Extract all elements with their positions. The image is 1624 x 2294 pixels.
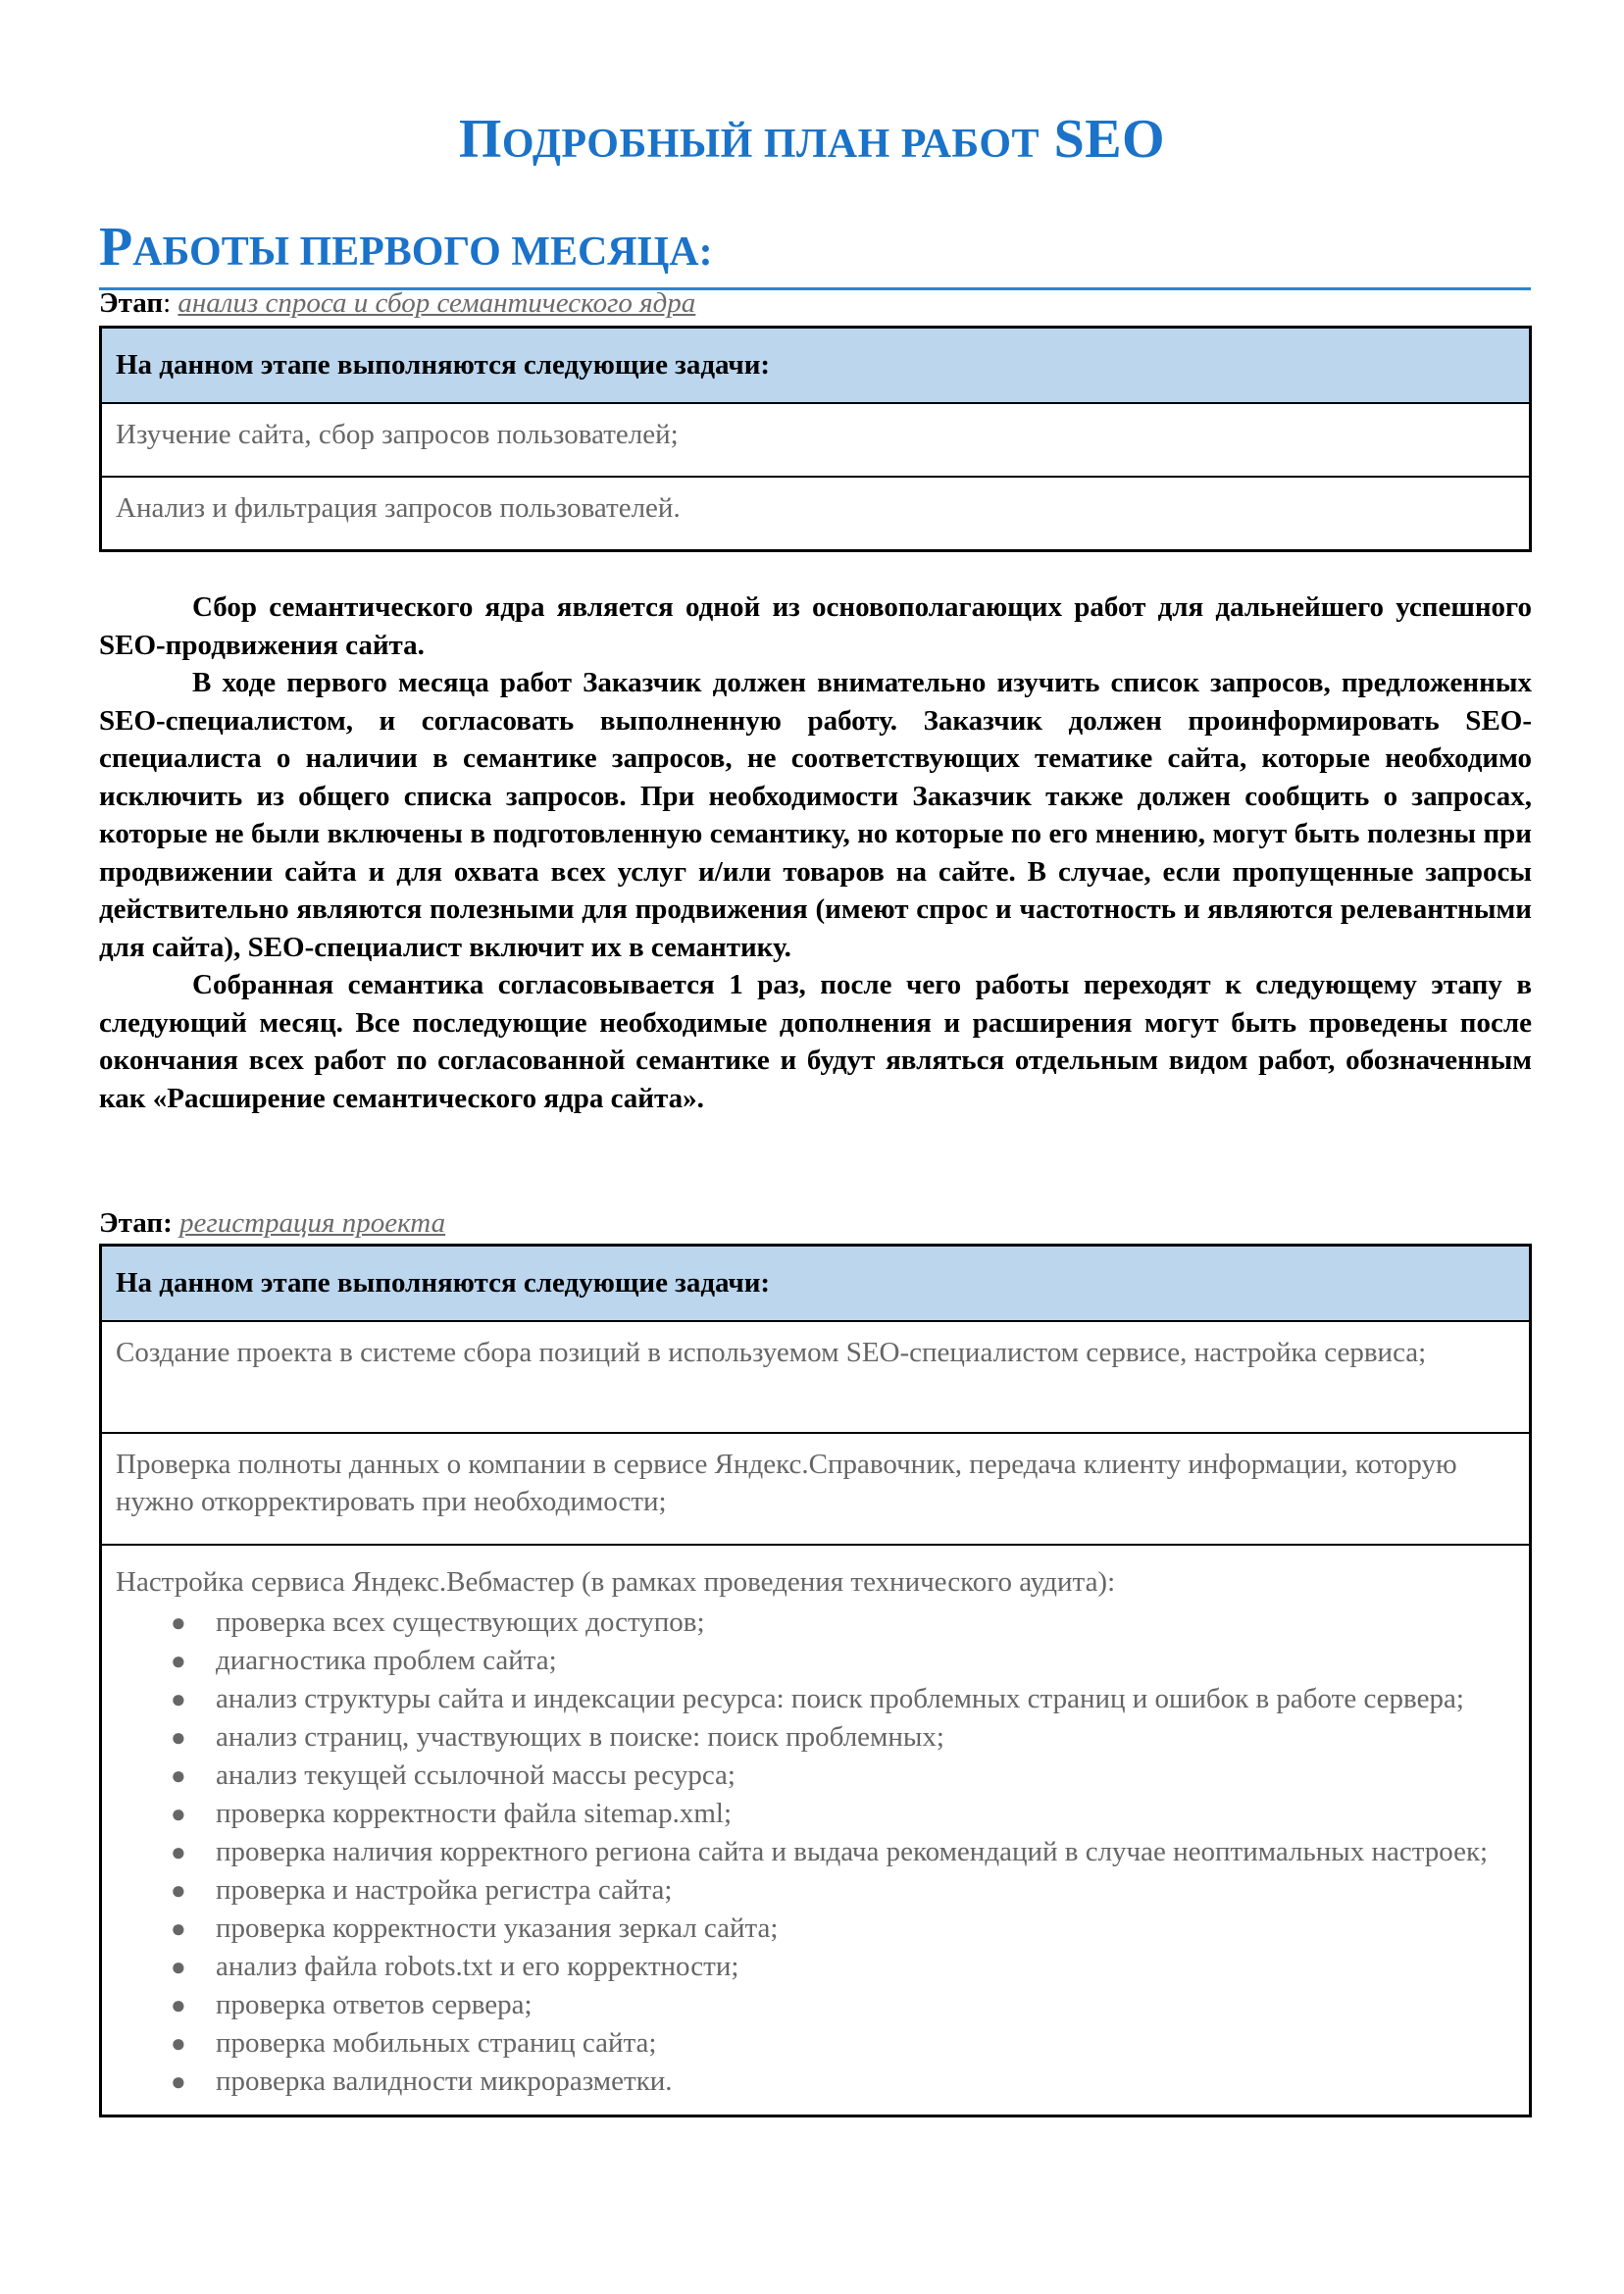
bullet-icon: ● (171, 2028, 186, 2058)
list-item-text: анализ текущей ссылочной массы ресурса; (216, 1759, 736, 1791)
section-heading (99, 218, 1531, 290)
bullet-icon: ● (171, 1990, 186, 2019)
stage-1-label: Этап (99, 287, 164, 319)
bullet-icon: ● (171, 1837, 186, 1866)
list-item-text: проверка и настройка регистра сайта; (216, 1873, 673, 1906)
table-row (101, 1433, 1531, 1545)
bullet-icon: ● (171, 1646, 186, 1675)
stage-1-line (99, 285, 695, 321)
table-header: На данном этапе выполняются следующие задачи: (101, 328, 1531, 403)
list-item (163, 1833, 1515, 1871)
bullet-icon: ● (171, 1952, 186, 1981)
task-cell: Проверка полноты данных о компании в сервисе Яндекс.Справочник, передача клиенту информации, которую нужно откорректировать при необходимости; (101, 1433, 1531, 1545)
stage-1-separator: : (163, 287, 172, 319)
list-item-text: проверка всех существующих доступов; (216, 1606, 705, 1638)
stage-1-value: анализ спроса и сбор семантического ядра (178, 287, 696, 319)
bullet-icon: ● (171, 1607, 186, 1637)
list-item-text: диагностика проблем сайта; (216, 1644, 557, 1676)
stage-2-task-table (99, 1244, 1532, 2117)
table-row (101, 477, 1531, 551)
bullet-icon: ● (171, 2066, 186, 2096)
webmaster-cell (101, 1545, 1531, 2116)
list-item-text: проверка мобильных страниц сайта; (216, 2026, 657, 2059)
list-item (163, 1718, 1515, 1757)
table-header: На данном этапе выполняются следующие задачи: (101, 1246, 1531, 1321)
list-item (163, 1642, 1515, 1680)
list-item (163, 1757, 1515, 1795)
task-cell: Изучение сайта, сбор запросов пользователей; (101, 403, 1531, 477)
table-row (101, 1545, 1531, 2116)
stage-1-task-table (99, 326, 1532, 552)
bullet-icon: ● (171, 1913, 186, 1943)
title-initial: П (458, 109, 502, 170)
section-initial: Р (99, 217, 133, 278)
table-header-row (101, 328, 1531, 403)
list-item (163, 2063, 1515, 2101)
title-rest: ОДРОБНЫЙ ПЛАН РАБОТ (501, 122, 1040, 167)
section-rest: АБОТЫ ПЕРВОГО МЕСЯЦА: (132, 229, 713, 275)
body-text (99, 588, 1532, 1117)
stage-2-label: Этап: (99, 1207, 173, 1239)
list-item (163, 1604, 1515, 1642)
list-item-text: анализ страниц, участвующих в поиске: поиск проблемных; (216, 1720, 944, 1753)
body-paragraph: Собранная семантика согласовывается 1 раз, после чего работы переходят к следующему этапу в следующий месяц. Все последующие необходимые дополнения и расширения могут быть проведены после окончания всех работ по согласованной семантике и будут являться отдельным видом работ, обозначенным как «Расширение семантического ядра сайта». (99, 969, 1532, 1114)
list-item (163, 1948, 1515, 1986)
webmaster-checklist (116, 1604, 1515, 2101)
list-item (163, 2024, 1515, 2063)
list-item-text: проверка ответов сервера; (216, 1988, 533, 2020)
table-row (101, 1321, 1531, 1433)
document-title (0, 102, 1624, 181)
bullet-icon: ● (171, 1722, 186, 1752)
bullet-icon: ● (171, 1684, 186, 1713)
table-header-row (101, 1246, 1531, 1321)
list-item (163, 1910, 1515, 1948)
bullet-icon: ● (171, 1875, 186, 1905)
table-row (101, 403, 1531, 477)
list-item (163, 1871, 1515, 1910)
list-item-text: анализ структуры сайта и индексации ресурса: поиск проблемных страниц и ошибок в работе сервера; (216, 1682, 1464, 1714)
bullet-icon: ● (171, 1760, 186, 1790)
list-item-text: анализ файла robots.txt и его корректности; (216, 1950, 739, 1982)
list-item (163, 1986, 1515, 2024)
webmaster-intro: Настройка сервиса Яндекс.Вебмастер (в рамках проведения технического аудита): (116, 1565, 1116, 1598)
body-paragraph: Сбор семантического ядра является одной из основополагающих работ для дальнейшего успешного SEO-продвижения сайта. (99, 591, 1532, 661)
task-cell: Создание проекта в системе сбора позиций в используемом SEO-специалистом сервисе, настройка сервиса; (101, 1321, 1531, 1433)
list-item-text: проверка корректности указания зеркал сайта; (216, 1912, 779, 1944)
list-item (163, 1795, 1515, 1833)
stage-2-line (99, 1205, 445, 1241)
stage-2-value: регистрация проекта (179, 1207, 446, 1239)
task-cell: Анализ и фильтрация запросов пользователей. (101, 477, 1531, 551)
list-item-text: проверка наличия корректного региона сайта и выдача рекомендаций в случае неоптимальных настроек; (216, 1835, 1489, 1867)
bullet-icon: ● (171, 1799, 186, 1828)
list-item-text: проверка валидности микроразметки. (216, 2065, 673, 2097)
body-paragraph: В ходе первого месяца работ Заказчик должен внимательно изучить список запросов, предложенных SEO-специалистом, и согласовать выполненную работу. Заказчик должен проинформировать SEO-специалиста о наличии в семантике запросов, не соответствующих тематике сайта, которые необходимо исключить из общего списка запросов. При необходимости Заказчик также должен сообщить о запросах, которые не были включены в подготовленную семантику, но которые по его мнению, могут быть полезны при продвижении сайта и для охвата всех услуг и/или товаров на сайте. В случае, если пропущенные запросы действительно являются полезными для продвижения (имеют спрос и частотность и являются релевантными для сайта), SEO-специалист включит их в семантику. (99, 667, 1532, 963)
list-item (163, 1680, 1515, 1718)
title-seo: SEO (1053, 109, 1166, 170)
list-item-text: проверка корректности файла sitemap.xml; (216, 1797, 733, 1829)
